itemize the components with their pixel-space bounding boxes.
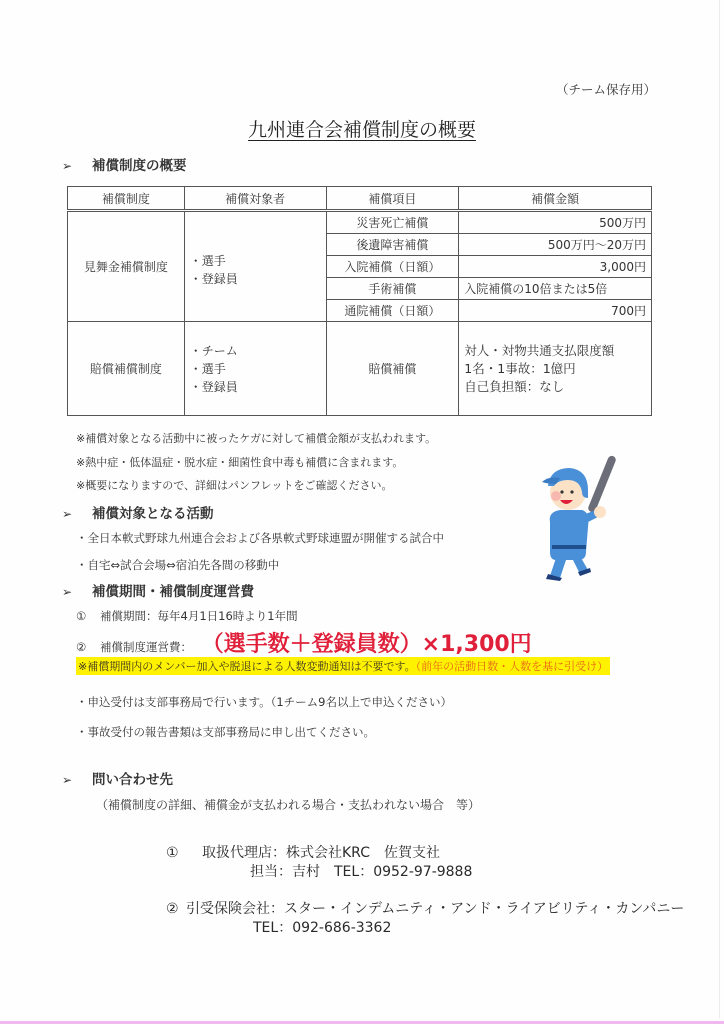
note-1: ※補償対象となる活動中に被ったケガに対して補償金額が支払われます。 bbox=[76, 432, 437, 445]
note-3: ※概要になりますので、詳細はパンフレットをご確認ください。 bbox=[76, 479, 393, 492]
cell-system-baisho: 賠償補償制度 bbox=[68, 322, 185, 416]
cell-system-mimai: 見舞金補償制度 bbox=[68, 211, 185, 322]
arrow-bullet-icon: ➢ bbox=[62, 507, 73, 521]
agent-line: ① 取扱代理店：株式会社KRC 佐賀支社 bbox=[166, 845, 440, 861]
period-item-1: ① 補償期間：毎年4月1日16時より1年間 bbox=[76, 609, 298, 623]
section-heading-activities: ➢ 補償対象となる活動 bbox=[62, 506, 214, 522]
arrow-bullet-icon: ➢ bbox=[62, 159, 73, 173]
contact-scope-note: （補償制度の詳細、補償金が支払われる場合・支払われない場合 等） bbox=[96, 798, 481, 812]
coverage-table bbox=[67, 186, 652, 416]
col-header-item: 補償項目 bbox=[326, 187, 459, 211]
cell-item: 手術補償 bbox=[326, 278, 459, 300]
cell-amount: 3,000円 bbox=[459, 256, 652, 278]
application-note: ・申込受付は支部事務局で行います。（1チーム9名以上で申込ください） bbox=[76, 695, 452, 709]
cell-targets-mimai: ・選手 ・登録員 bbox=[184, 211, 326, 322]
baseball-player-icon bbox=[520, 452, 630, 582]
note-2: ※熱中症・低体温症・脱水症・細菌性食中毒も補償に含まれます。 bbox=[76, 456, 404, 469]
page-edge-right bbox=[719, 0, 720, 1018]
table-header-row bbox=[68, 187, 652, 211]
cell-amount-baisho: 対人・対物共通支払限度額 1名・1事故：1億円 自己負担額：なし bbox=[459, 322, 652, 416]
document-title: 九州連合会補償制度の概要 bbox=[247, 119, 476, 141]
section-heading-contact: ➢ 問い合わせ先 bbox=[62, 772, 173, 788]
cell-amount: 500万円 bbox=[459, 211, 652, 234]
insurer-line: ② 引受保険会社：スター・インデムニティ・アンド・ライアビリティ・カンパニー bbox=[166, 901, 685, 917]
arrow-bullet-icon: ➢ bbox=[62, 773, 73, 787]
cell-item: 入院補償（日額） bbox=[326, 256, 459, 278]
cell-targets-baisho: ・チーム ・選手 ・登録員 bbox=[184, 322, 326, 416]
section-heading-overview: ➢ 補償制度の概要 bbox=[62, 158, 187, 174]
highlight-notice: ※補償期間内のメンバー加入や脱退による人数変動通知は不要です。（前年の活動日数・人数を基に引受け） bbox=[76, 657, 610, 675]
agent-person: 担当：吉村 TEL：0952-97-9888 bbox=[250, 864, 473, 880]
cell-item-baisho: 賠償補償 bbox=[326, 322, 459, 416]
section-heading-period: ➢ 補償期間・補償制度運営費 bbox=[62, 584, 254, 600]
period-item-2: ② 補償制度運営費： （選手数＋登録員数）×1,300円 bbox=[76, 632, 532, 657]
cell-item: 災害死亡補償 bbox=[326, 211, 459, 234]
cell-amount: 500万円～20万円 bbox=[459, 234, 652, 256]
table-row bbox=[68, 322, 652, 416]
col-header-target: 補償対象者 bbox=[184, 187, 326, 211]
team-copy-note: （チーム保存用） bbox=[556, 82, 657, 97]
arrow-bullet-icon: ➢ bbox=[62, 585, 73, 599]
col-header-system: 補償制度 bbox=[68, 187, 185, 211]
table-row bbox=[68, 211, 652, 234]
activity-item: ・全日本軟式野球九州連合会および各県軟式野球連盟が開催する試合中 bbox=[76, 531, 444, 545]
activity-item: ・自宅⇔試合会場⇔宿泊先各間の移動中 bbox=[76, 558, 280, 572]
cell-item: 通院補償（日額） bbox=[326, 300, 459, 322]
cell-amount: 700円 bbox=[459, 300, 652, 322]
cell-amount: 入院補償の10倍または5倍 bbox=[459, 278, 652, 300]
col-header-amount: 補償金額 bbox=[459, 187, 652, 211]
cell-item: 後遺障害補償 bbox=[326, 234, 459, 256]
fee-formula: （選手数＋登録員数）×1,300円 bbox=[201, 632, 532, 657]
accident-note: ・事故受付の報告書類は支部事務局に申し出てください。 bbox=[76, 725, 375, 739]
insurer-tel: TEL：092-686-3362 bbox=[253, 920, 392, 936]
